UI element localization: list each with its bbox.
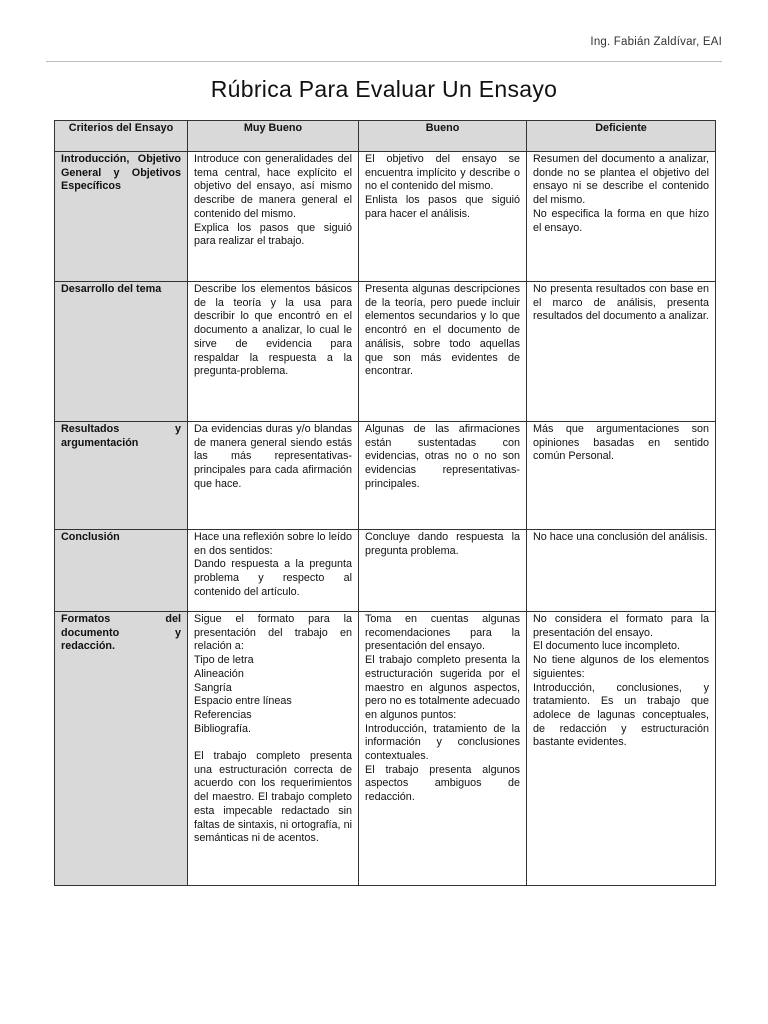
descriptor-text: No especifica la forma en que hizo el ensayo. [533,207,709,234]
descriptor-text: Explica los pasos que siguió para realizar el trabajo. [194,221,352,248]
descriptor-cell-bueno [359,530,527,612]
table-row [55,282,716,422]
descriptor-text: Concluye dando respuesta la pregunta problema. [365,531,520,557]
descriptor-cell-deficiente [527,282,716,422]
criterion-cell: Conclusión [55,530,188,612]
column-header-bueno: Bueno [359,121,527,152]
descriptor-text: Introducción, conclusiones, y tratamiento. Es un trabajo que adolece de lagunas conceptuales, de redacción y estructuración bastante evidentes. [533,681,709,749]
rubric-table [54,120,716,886]
descriptor-text: Sangría [194,681,232,694]
descriptor-text: Algunas de las afirmaciones están sustentadas con evidencias, otras no o no son evidencias representativas-principales. [365,423,520,490]
descriptor-text: No considera el formato para la presentación del ensayo. [533,613,709,639]
table-row [55,422,716,530]
descriptor-cell-deficiente [527,422,716,530]
descriptor-cell-deficiente [527,530,716,612]
descriptor-text: No tiene algunos de los elementos siguientes: [533,654,709,680]
descriptor-cell-bueno [359,422,527,530]
descriptor-text: El trabajo presenta algunos aspectos ambiguos de redacción. [365,763,520,804]
descriptor-text: El documento luce incompleto. [533,640,681,653]
table-row [55,612,716,886]
descriptor-text: Toma en cuentas algunas recomendaciones para la presentación del ensayo. [365,613,520,653]
descriptor-text: Alineación [194,667,244,680]
table-header-row [55,121,716,152]
descriptor-text: No hace una conclusión del análisis. [533,531,708,543]
rubric-body [55,152,716,886]
descriptor-text: Presenta algunas descripciones de la teoría, pero puede incluir elementos secundarios y lo que encontró en el documento de análisis, sobre todo aquellas que son más evidentes de encontrar. [365,283,520,378]
descriptor-text: El trabajo completo presenta la estructuración sugerida por el maestro en algunos aspectos, pero no es totalmente adecuado en algunos puntos: [365,654,520,721]
column-header-muy-bueno: Muy Bueno [188,121,359,152]
descriptor-text: Referencias [194,708,252,721]
descriptor-text: Bibliografía. [194,722,252,735]
descriptor-text: El objetivo del ensayo se encuentra implícito y describe o no el contenido del mismo. [365,153,520,193]
column-header-deficiente: Deficiente [527,121,716,152]
descriptor-text: El trabajo completo presenta una estructuración correcta de acuerdo con los requerimientos del maestro. El trabajo completo esta impecable redactado sin faltas de sintaxis, ni ortografía, ni semánticas ni de acentos. [194,750,352,845]
criterion-cell: Formatos del documento y redacción. [55,612,188,886]
descriptor-cell-muy-bueno [188,422,359,530]
descriptor-cell-muy-bueno [188,612,359,886]
descriptor-text: Describe los elementos básicos de la teoría y la usa para describir lo que encontró en el documento a analizar, lo cual le sirve de evidencia para respaldar la respuesta a la pregunta-problema. [194,283,352,378]
descriptor-cell-muy-bueno [188,282,359,422]
page-title: Rúbrica Para Evaluar Un Ensayo [210,76,558,102]
descriptor-text: Dando respuesta a la pregunta problema y respecto al contenido del artículo. [194,558,352,598]
descriptor-text: Introduce con generalidades del tema central, hace explícito el objetivo del ensayo, así mismo describe de manera general el contenido del mismo. [194,153,352,220]
criterion-cell: Resultados y argumentación [55,422,188,530]
header-divider [46,61,722,62]
descriptor-text: Tipo de letra [194,654,254,667]
descriptor-text: Resumen del documento a analizar, donde no se plantea el objetivo del ensayo ni se describe el contenido del mismo. [533,153,709,207]
descriptor-text: Sigue el formato para la presentación del trabajo en relación a: [194,613,352,653]
descriptor-cell-bueno [359,152,527,282]
descriptor-text: Da evidencias duras y/o blandas de manera general siendo estás las más representativas-principales para cada afirmación que hace. [194,423,352,490]
descriptor-text: Enlista los pasos que siguió para hacer el análisis. [365,194,520,220]
criterion-cell: Desarrollo del tema [55,282,188,422]
table-row [55,152,716,282]
descriptor-text [194,736,352,750]
descriptor-cell-bueno [359,612,527,886]
descriptor-cell-deficiente [527,152,716,282]
header-author: Ing. Fabián Zaldívar, EAI [590,36,722,48]
descriptor-cell-deficiente [527,612,716,886]
descriptor-cell-muy-bueno [188,152,359,282]
column-header-criterios: Criterios del Ensayo [55,121,188,152]
descriptor-text: No presenta resultados con base en el marco de análisis, presenta resultados del documento a analizar. [533,283,709,323]
criterion-cell: Introducción, Objetivo General y Objetivos Específicos [55,152,188,282]
descriptor-text: Espacio entre líneas [194,695,292,708]
descriptor-cell-bueno [359,282,527,422]
table-row [55,530,716,612]
descriptor-text: Más que argumentaciones son opiniones basadas en sentido común Personal. [533,423,709,463]
descriptor-cell-muy-bueno [188,530,359,612]
descriptor-text: Hace una reflexión sobre lo leído en dos sentidos: [194,531,352,557]
descriptor-text: Introducción, tratamiento de la información y conclusiones contextuales. [365,722,520,763]
